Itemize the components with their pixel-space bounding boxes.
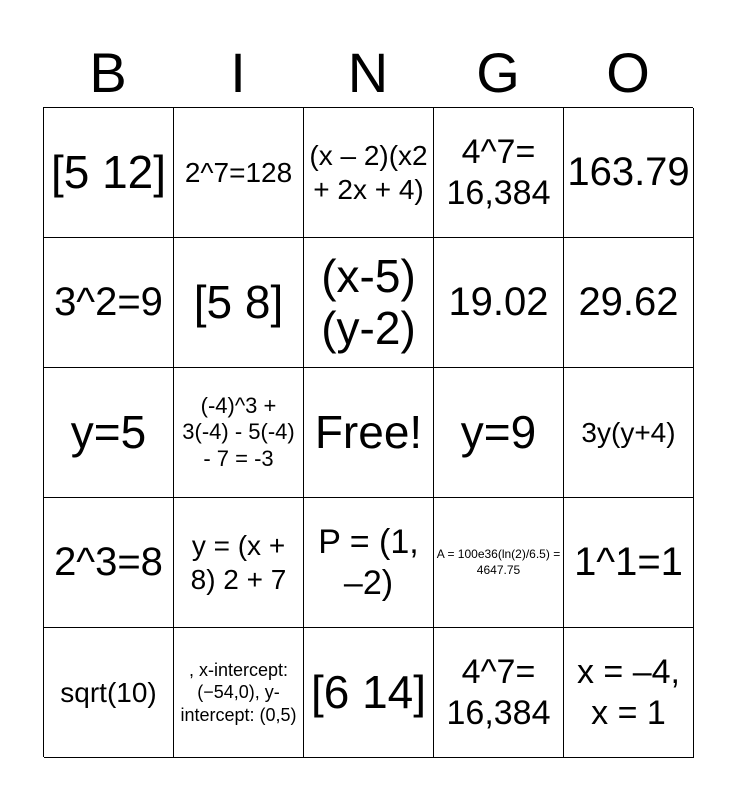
- bingo-cell-g2[interactable]: 19.02: [434, 238, 564, 368]
- header-letter-o: O: [606, 41, 650, 104]
- bingo-cell-b2[interactable]: 3^2=9: [44, 238, 174, 368]
- bingo-cell-g3[interactable]: y=9: [434, 368, 564, 498]
- bingo-cell-i3[interactable]: (-4)^3 + 3(-4) - 5(-4) - 7 = -3: [174, 368, 304, 498]
- bingo-cell-b5[interactable]: sqrt(10): [44, 628, 174, 758]
- bingo-cell-o1[interactable]: 163.79: [564, 108, 694, 238]
- bingo-cell-i1[interactable]: 2^7=128: [174, 108, 304, 238]
- bingo-cell-g4[interactable]: A = 100e36(ln(2)/6.5) = 4647.75: [434, 498, 564, 628]
- header-letter-i: I: [230, 41, 246, 104]
- bingo-header: [43, 40, 693, 106]
- bingo-cell-o2[interactable]: 29.62: [564, 238, 694, 368]
- header-letter-g: G: [476, 41, 520, 104]
- bingo-cell-b1[interactable]: [5 12]: [44, 108, 174, 238]
- header-letter-n: N: [347, 41, 389, 104]
- bingo-cell-o3[interactable]: 3y(y+4): [564, 368, 694, 498]
- bingo-cell-o4[interactable]: 1^1=1: [564, 498, 694, 628]
- bingo-board: [43, 107, 693, 757]
- bingo-cell-b4[interactable]: 2^3=8: [44, 498, 174, 628]
- bingo-cell-n4[interactable]: P = (1, –2): [304, 498, 434, 628]
- bingo-cell-n5[interactable]: [6 14]: [304, 628, 434, 758]
- bingo-cell-g1[interactable]: 4^7= 16,384: [434, 108, 564, 238]
- header-letter-b: B: [89, 41, 127, 104]
- bingo-cell-o5[interactable]: x = –4, x = 1: [564, 628, 694, 758]
- bingo-cell-b3[interactable]: y=5: [44, 368, 174, 498]
- bingo-cell-i5[interactable]: , x-intercept: (−54,0), y-intercept: (0,5): [174, 628, 304, 758]
- bingo-cell-n1[interactable]: (x – 2)(x2 + 2x + 4): [304, 108, 434, 238]
- bingo-cell-n2[interactable]: (x-5)(y-2): [304, 238, 434, 368]
- bingo-cell-i4[interactable]: y = (x + 8) 2 + 7: [174, 498, 304, 628]
- bingo-cell-g5[interactable]: 4^7= 16,384: [434, 628, 564, 758]
- bingo-cell-i2[interactable]: [5 8]: [174, 238, 304, 368]
- bingo-cell-n3[interactable]: Free!: [304, 368, 434, 498]
